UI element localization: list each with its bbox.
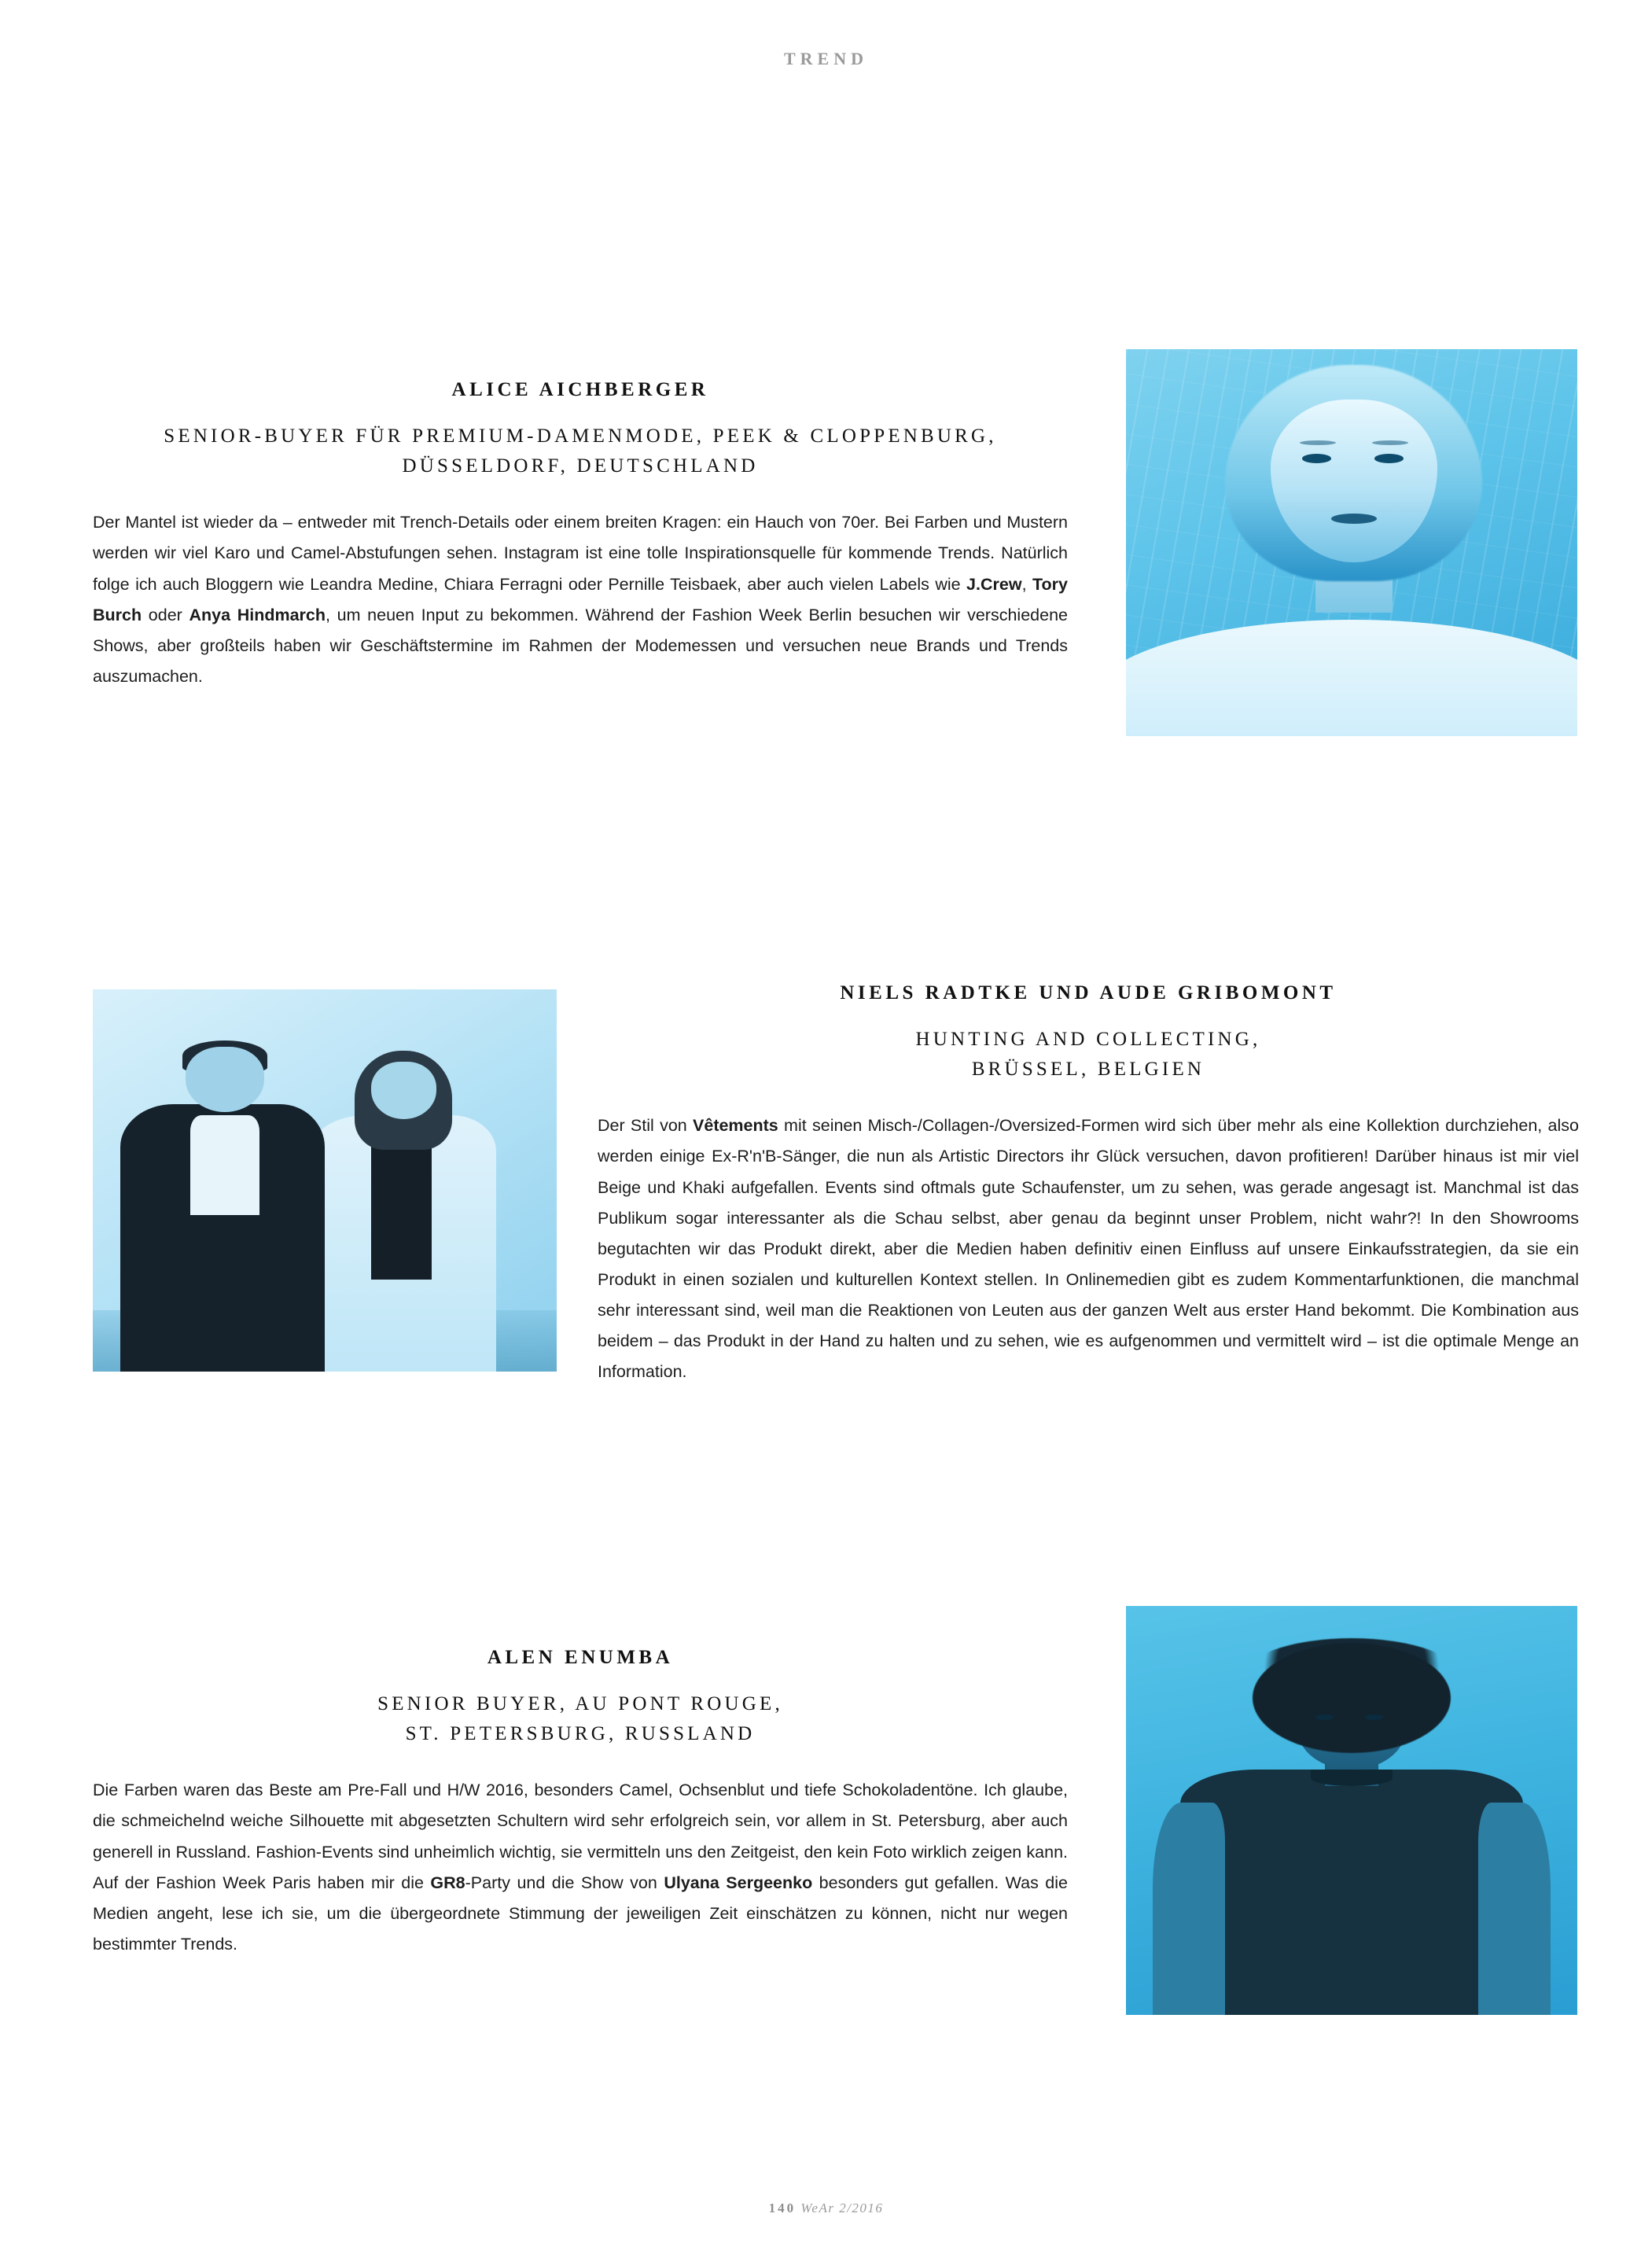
entry-role — [598, 1025, 1579, 1084]
entry-role — [93, 422, 1068, 481]
entry-role-line2: ST. PETERSBURG, RUSSLAND — [405, 1722, 756, 1744]
portrait-alice-aichberger — [1126, 349, 1577, 736]
entry-niels-radtke-aude-gribomont — [598, 979, 1579, 1387]
entry-role-line1: SENIOR BUYER, AU PONT ROUGE, — [377, 1693, 783, 1715]
portrait-niels-radtke-aude-gribomont — [93, 989, 557, 1372]
issue-label: WeAr 2/2016 — [800, 2201, 884, 2215]
portrait-alen-enumba — [1126, 1606, 1577, 2015]
entry-body: Der Mantel ist wieder da – entweder mit Trench-Details oder einem breiten Kragen: ein Hauch von 70er. Bei Farben und Mustern werden wir viel Karo und Camel-Abstufungen sehen. Instagram ist eine tolle Inspirationsquelle für kommende Trends. Natürlich folge ich auch Bloggern wie Leandra Medine, Chiara Ferragni oder Pernille Teisbaek, aber auch vielen Labels wie J.Crew, Tory Burch oder Anya Hindmarch, um neuen Input zu bekommen. Während der Fashion Week Berlin besuchen wir verschiedene Shows, aber großteils haben wir Geschäftstermine im Rahmen der Modemessen und versuchen neue Brands und Trends auszumachen. — [93, 513, 1068, 686]
entry-name: ALEN ENUMBA — [487, 1647, 674, 1668]
entry-role-line1: SENIOR-BUYER FÜR PREMIUM-DAMENMODE, PEEK & CLOPPENBURG, — [164, 425, 997, 447]
page-footer — [0, 2201, 1652, 2216]
entry-role-line1: HUNTING AND COLLECTING, — [915, 1029, 1261, 1051]
entry-alen-enumba — [93, 1644, 1068, 1960]
entry-name: ALICE AICHBERGER — [451, 379, 709, 400]
entry-role — [93, 1689, 1068, 1748]
page-number: 140 — [768, 2201, 797, 2215]
entry-body: Der Stil von Vêtements mit seinen Misch-/Collagen-/Oversized-Formen wird sich über mehr als eine Kollektion durchziehen, also werden einige Ex-R'n'B-Sänger, die nun als Artistic Directors ihr Glück versuchen, davon profitieren! Darüber hinaus ist mir viel Beige und Khaki aufgefallen. Events sind oftmals gute Schaufenster, um zu sehen, was gerade angesagt ist. Manchmal ist das Publikum sogar interessanter als die Schau selbst, aber genau da beginnt unser Problem, nicht wahr?! In den Showrooms begutachten wir das Produkt direkt, aber die Medien haben definitiv einen Einfluss auf unsere Einkaufsstrategien, da sie ein Produkt in einen sozialen und kulturellen Kontext stellen. In Onlinemedien gibt es zudem Kommentarfunktionen, die manchmal sehr interessant sind, weil man die Reaktionen von Leuten aus der ganzen Welt aus erster Hand bekommt. Die Kombination aus beidem – das Produkt in der Hand zu halten und zu sehen, wie es aufgenommen und vermittelt wird – ist die optimale Menge an Information. — [598, 1116, 1579, 1382]
entry-name: NIELS RADTKE UND AUDE GRIBOMONT — [840, 982, 1337, 1004]
entry-alice-aichberger — [93, 376, 1068, 692]
entry-body: Die Farben waren das Beste am Pre-Fall und H/W 2016, besonders Camel, Ochsenblut und tiefe Schokoladentöne. Ich glaube, die schmeichelnd weiche Silhouette mit abgesetzten Schultern wird sehr erfolgreich sein, vor allem in St. Petersburg, aber auch generell in Russland. Fashion-Events sind unheimlich wichtig, sie vermitteln uns den Zeitgeist, den kein Foto wirklich zeigen kann. Auf der Fashion Week Paris haben mir die GR8-Party und die Show von Ulyana Sergeenko besonders gut gefallen. Was die Medien angeht, lese ich sie, um die übergeordnete Stimmung der jeweiligen Zeit einschätzen zu können, nicht nur wegen bestimmter Trends. — [93, 1781, 1069, 1954]
entry-role-line2: BRÜSSEL, BELGIEN — [971, 1058, 1205, 1080]
entry-role-line2: DÜSSELDORF, DEUTSCHLAND — [402, 455, 759, 477]
running-head: TREND — [783, 49, 868, 68]
